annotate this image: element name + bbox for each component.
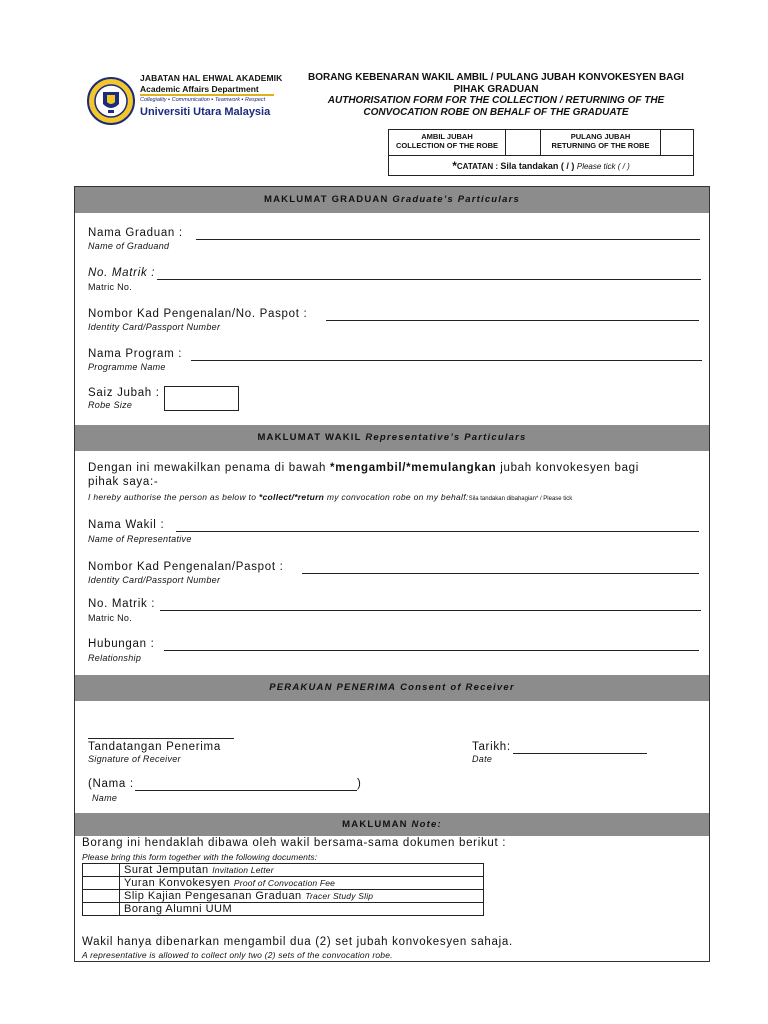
title-en-line-1: AUTHORISATION FORM FOR THE COLLECTION / RETURNING OF THE	[327, 95, 665, 106]
return-robe-label: PULANG JUBAH RETURNING OF THE ROBE	[541, 130, 661, 155]
receiver-name-close: )	[357, 778, 362, 790]
rep-name-label: Nama Wakil :	[88, 519, 165, 531]
graduate-ic-field[interactable]	[326, 320, 699, 321]
rep-relationship-sub: Relationship	[88, 653, 142, 663]
logo-department-en: Academic Affairs Department	[140, 84, 259, 94]
note-intro-ms: Borang ini hendaklah dibawa oleh wakil bersama-sama dokumen berikut :	[82, 837, 507, 849]
rep-matric-label: No. Matrik :	[88, 598, 156, 610]
rep-name-sub: Name of Representative	[88, 534, 192, 544]
rep-ic-sub: Identity Card/Passport Number	[88, 575, 221, 585]
university-crest-icon	[86, 70, 136, 132]
rep-relationship-label: Hubungan :	[88, 638, 155, 650]
receiver-signature-field[interactable]	[88, 738, 234, 739]
table-row	[83, 903, 484, 916]
receiver-signature-sub: Signature of Receiver	[88, 754, 181, 764]
tick-note: *CATATAN : Sila tandakan ( / ) Please tick ( / )	[389, 155, 693, 177]
document-tick-box[interactable]	[83, 864, 120, 877]
graduate-matric-sub: Matric No.	[88, 282, 133, 292]
graduate-program-field[interactable]	[191, 360, 702, 361]
graduate-name-sub: Name of Graduand	[88, 241, 170, 251]
logo-tagline: Collegiality ▪ Communication ▪ Teamwork ▪ Respect	[140, 97, 266, 103]
robe-size-label: Saiz Jubah :	[88, 387, 160, 399]
document-label: Slip Kajian Pengesanan Graduan Tracer Study Slip	[120, 890, 484, 903]
graduate-name-field[interactable]	[196, 239, 700, 240]
graduate-matric-field[interactable]	[157, 279, 701, 280]
document-label: Borang Alumni UUM	[120, 903, 484, 916]
receiver-name-sub: Name	[92, 793, 118, 803]
receiver-signature-label: Tandatangan Penerima	[88, 741, 221, 753]
section-header-note: MAKLUMAN Note:	[75, 813, 709, 836]
table-row	[83, 890, 484, 903]
note-limit-ms: Wakil hanya dibenarkan mengambil dua (2) set jubah konvokesyen sahaja.	[82, 936, 513, 948]
return-robe-tick-box[interactable]	[661, 130, 693, 155]
rep-matric-field[interactable]	[160, 610, 701, 611]
rep-matric-sub: Matric No.	[88, 613, 133, 623]
table-row	[83, 864, 484, 877]
graduate-ic-label: Nombor Kad Pengenalan/No. Paspot :	[88, 308, 308, 320]
receiver-name-open: (Nama :	[88, 778, 134, 790]
document-tick-box[interactable]	[83, 877, 120, 890]
graduate-program-sub: Programme Name	[88, 362, 166, 372]
table-row	[83, 877, 484, 890]
logo-university-name: Universiti Utara Malaysia	[140, 106, 271, 118]
rep-relationship-field[interactable]	[164, 650, 699, 651]
form-title	[286, 72, 706, 118]
graduate-matric-label: No. Matrik :	[88, 267, 156, 279]
section-header-representative: MAKLUMAT WAKIL Representative’s Particulars	[75, 425, 709, 451]
robe-size-sub: Robe Size	[88, 400, 133, 410]
collect-return-tick-table	[388, 129, 694, 176]
logo-department-ms: JABATAN HAL EHWAL AKADEMIK	[140, 73, 283, 83]
required-documents-table	[82, 863, 484, 916]
document-tick-box[interactable]	[83, 890, 120, 903]
note-limit-en: A representative is allowed to collect only two (2) sets of the convocation robe.	[82, 950, 393, 960]
title-ms-line-2: PIHAK GRADUAN	[453, 83, 539, 95]
title-en-line-2: CONVOCATION ROBE ON BEHALF OF THE GRADUATE	[363, 106, 629, 118]
collect-robe-label: AMBIL JUBAH COLLECTION OF THE ROBE	[389, 130, 506, 155]
rep-name-field[interactable]	[176, 531, 699, 532]
title-ms-line-1: BORANG KEBENARAN WAKIL AMBIL / PULANG JUBAH KONVOKESYEN BAGI	[308, 72, 684, 83]
rep-ic-label: Nombor Kad Pengenalan/Paspot :	[88, 561, 284, 573]
document-tick-box[interactable]	[83, 903, 120, 916]
graduate-ic-sub: Identity Card/Passport Number	[88, 322, 221, 332]
rep-ic-field[interactable]	[302, 573, 699, 574]
receiver-name-field[interactable]	[135, 790, 357, 791]
graduate-program-label: Nama Program :	[88, 348, 183, 360]
document-label: Yuran Konvokesyen Proof of Convocation Fee	[120, 877, 484, 890]
section-header-graduate: MAKLUMAT GRADUAN Graduate’s Particulars	[75, 187, 709, 213]
rep-declaration-ms: Dengan ini mewakilkan penama di bawah *mengambil/*memulangkan jubah konvokesyen bagi	[88, 462, 640, 474]
section-header-consent: PERAKUAN PENERIMA Consent of Receiver	[75, 675, 709, 701]
note-intro-en: Please bring this form together with the following documents:	[82, 852, 318, 862]
consent-date-sub: Date	[472, 754, 493, 764]
graduate-name-label: Nama Graduan :	[88, 227, 183, 239]
consent-date-field[interactable]	[513, 753, 647, 754]
consent-date-label: Tarikh:	[472, 741, 511, 753]
logo-divider	[140, 94, 274, 96]
document-label: Surat Jemputan Invitation Letter	[120, 864, 484, 877]
collect-robe-tick-box[interactable]	[506, 130, 541, 155]
robe-size-box[interactable]	[164, 386, 239, 411]
rep-declaration-ms-cont: pihak saya:-	[88, 476, 159, 488]
rep-declaration-en: I hereby authorise the person as below to *collect/*return my convocation robe on my behalf:Sila tandakan dibahagian* / Please tick	[88, 492, 573, 502]
